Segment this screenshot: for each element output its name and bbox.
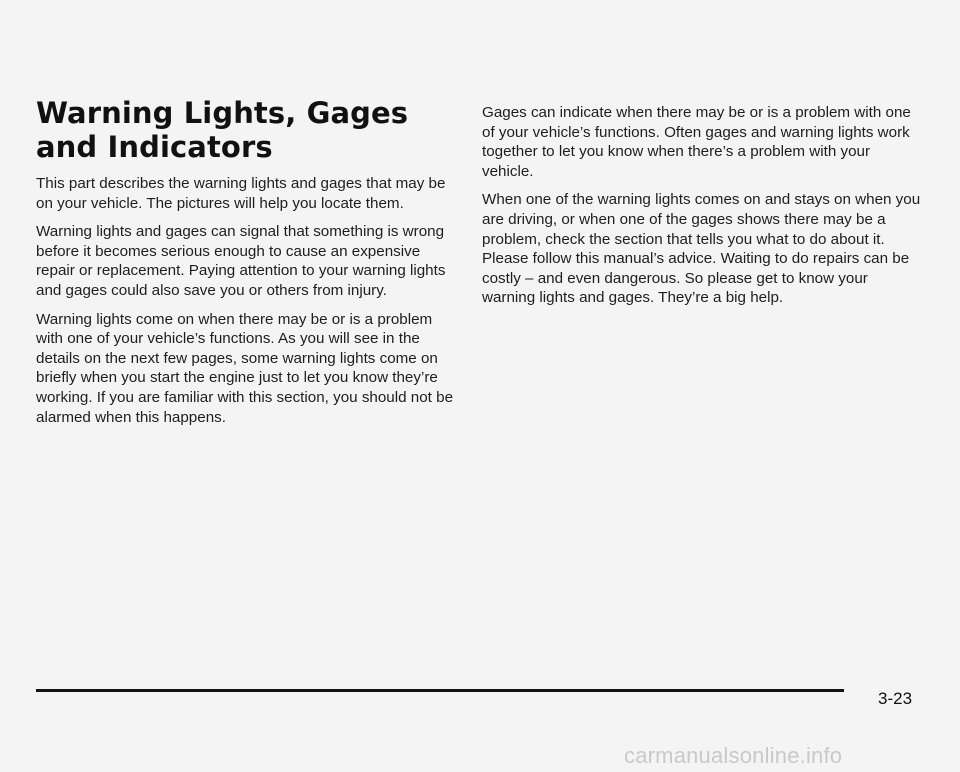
right-paragraph-1: Gages can indicate when there may be or is a problem with one of your vehicle’s functions. Often gages and warning lights work together to let you know when there’s a problem with your vehicle. <box>482 104 911 180</box>
footer-rule <box>36 689 844 692</box>
page-title: Warning Lights, Gages and Indicators <box>36 96 409 164</box>
page-number: 3-23 <box>878 689 913 708</box>
left-paragraph-2: Warning lights and gages can signal that something is wrong before it becomes serious enough to cause an expensive repair or replacement. Paying attention to your warning lights and gages could also save you or others from injury. <box>36 223 446 299</box>
watermark: carmanualsonline.info <box>624 743 843 768</box>
left-paragraph-3: Warning lights come on when there may be or is a problem with one of your vehicle’s functions. As you will see in the details on the next few pages, some warning lights come on briefly when you start the engine just to let you know they’re working. If you are familiar with this section, you should not be alarmed when this happens. <box>36 310 454 426</box>
left-paragraph-1: This part describes the warning lights and gages that may be on your vehicle. The pictures will help you locate them. <box>36 175 446 212</box>
left-column <box>36 96 458 436</box>
right-column <box>482 103 922 317</box>
right-paragraph-2: When one of the warning lights comes on and stays on when you are driving, or when one of the gages shows there may be a problem, check the section that tells you what to do about it. Please follow this manual’s advice. Waiting to do repairs can be costly – and even dangerous. So please get to know your warning lights and gages. They’re a big help. <box>482 191 921 307</box>
